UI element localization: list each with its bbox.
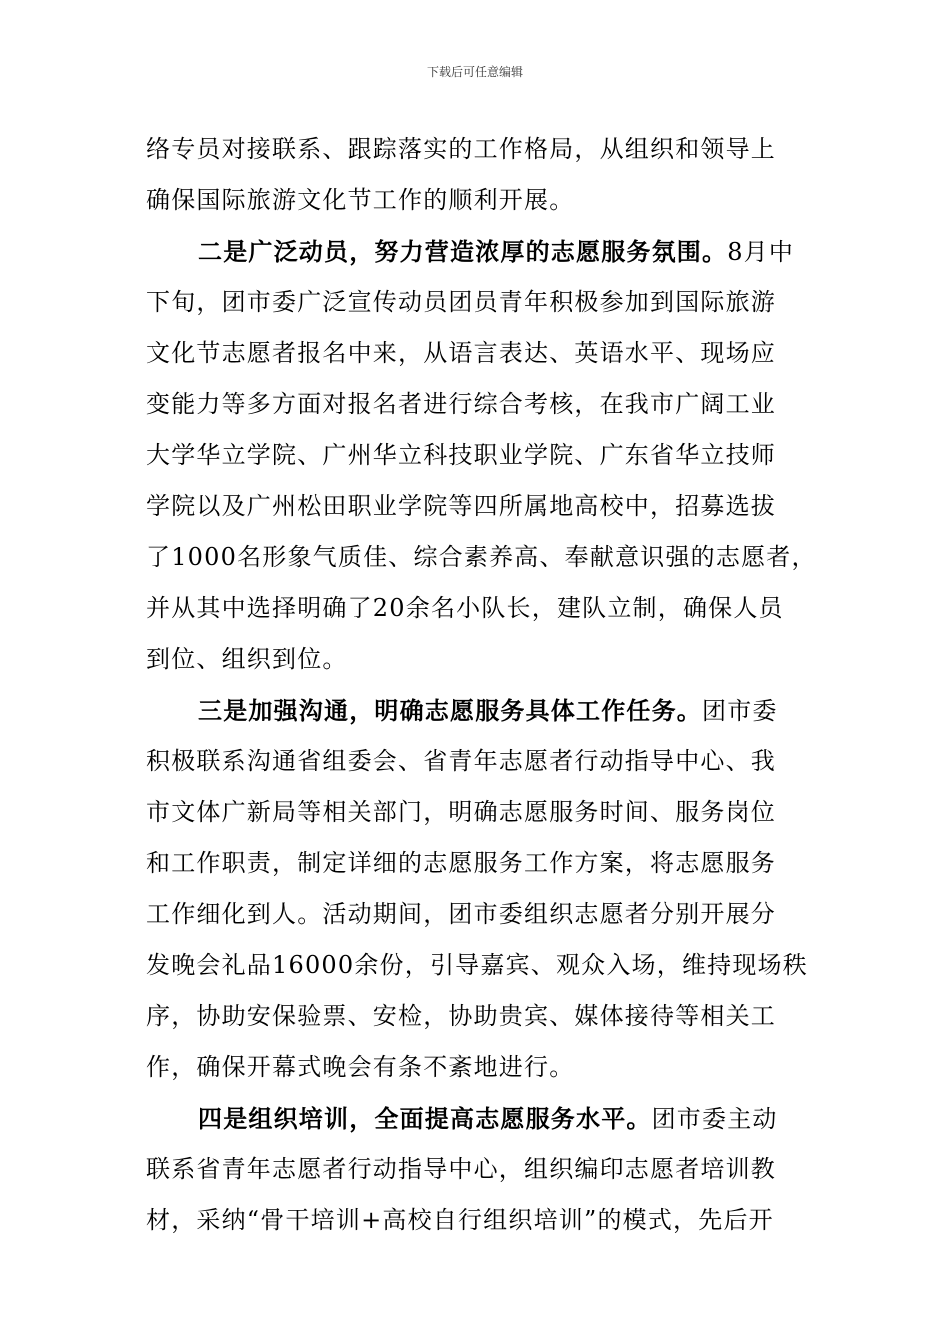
- text-line: [146, 991, 818, 1042]
- document-body: [146, 124, 818, 1246]
- line-text: 团市委: [702, 697, 778, 725]
- line-text: 学院以及广州松田职业学院等四所属地高校中，招募选拔: [146, 492, 776, 520]
- text-line: [146, 175, 818, 226]
- text-line: [146, 838, 818, 889]
- line-text: 市文体广新局等相关部门，明确志愿服务时间、服务岗位: [146, 798, 776, 826]
- text-line: [146, 277, 818, 328]
- line-text: 8月中: [727, 238, 795, 266]
- text-line: [146, 328, 818, 379]
- line-text: 到位、组织到位。: [146, 645, 348, 673]
- line-text: 材，采纳“骨干培训+高校自行组织培训”的模式，先后开: [146, 1206, 774, 1234]
- line-text: 大学华立学院、广州华立科技职业学院、广东省华立技师: [146, 441, 776, 469]
- line-text: 积极联系沟通省组委会、省青年志愿者行动指导中心、我: [146, 747, 776, 775]
- line-text: 工作细化到人。活动期间，团市委组织志愿者分别开展分: [146, 900, 776, 928]
- text-line: [146, 940, 818, 991]
- line-text: 文化节志愿者报名中来，从语言表达、英语水平、现场应: [146, 339, 776, 367]
- paragraph-start: [146, 226, 818, 277]
- text-line: [146, 532, 818, 583]
- text-line: [146, 583, 818, 634]
- text-line: [146, 430, 818, 481]
- line-text: 作，确保开幕式晚会有条不紊地进行。: [146, 1053, 575, 1081]
- paragraph-start: [146, 685, 818, 736]
- page-header: 下载后可任意编辑: [426, 65, 523, 79]
- paragraph-start: [146, 1093, 818, 1144]
- text-line: [146, 481, 818, 532]
- text-line: [146, 124, 818, 175]
- text-line: [146, 634, 818, 685]
- line-text: 发晚会礼品16000余份，引导嘉宾、观众入场，维持现场秩: [146, 951, 808, 979]
- paragraph-heading: 三是加强沟通，明确志愿服务具体工作任务。: [198, 696, 702, 725]
- text-line: [146, 1195, 818, 1246]
- line-text: 并从其中选择明确了20余名小队长，建队立制，确保人员: [146, 594, 784, 622]
- text-line: [146, 1042, 818, 1093]
- line-text: 团市委主动: [651, 1105, 778, 1133]
- line-text: 下旬，团市委广泛宣传动员团员青年积极参加到国际旅游: [146, 288, 776, 316]
- text-line: [146, 787, 818, 838]
- line-text: 和工作职责，制定详细的志愿服务工作方案，将志愿服务: [146, 849, 776, 877]
- line-text: 了1000名形象气质佳、综合素养高、奉献意识强的志愿者，: [146, 543, 817, 571]
- line-text: 联系省青年志愿者行动指导中心，组织编印志愿者培训教: [146, 1155, 776, 1183]
- line-text: 确保国际旅游文化节工作的顺利开展。: [146, 186, 575, 214]
- text-line: [146, 736, 818, 787]
- paragraph-heading: 二是广泛动员，努力营造浓厚的志愿服务氛围。: [198, 237, 728, 266]
- text-line: [146, 889, 818, 940]
- line-text: 序，协助安保验票、安检，协助贵宾、媒体接待等相关工: [146, 1002, 776, 1030]
- line-text: 络专员对接联系、跟踪落实的工作格局，从组织和领导上: [146, 135, 776, 163]
- text-line: [146, 379, 818, 430]
- paragraph-heading: 四是组织培训，全面提高志愿服务水平。: [198, 1104, 652, 1133]
- text-line: [146, 1144, 818, 1195]
- line-text: 变能力等多方面对报名者进行综合考核，在我市广阔工业: [146, 390, 776, 418]
